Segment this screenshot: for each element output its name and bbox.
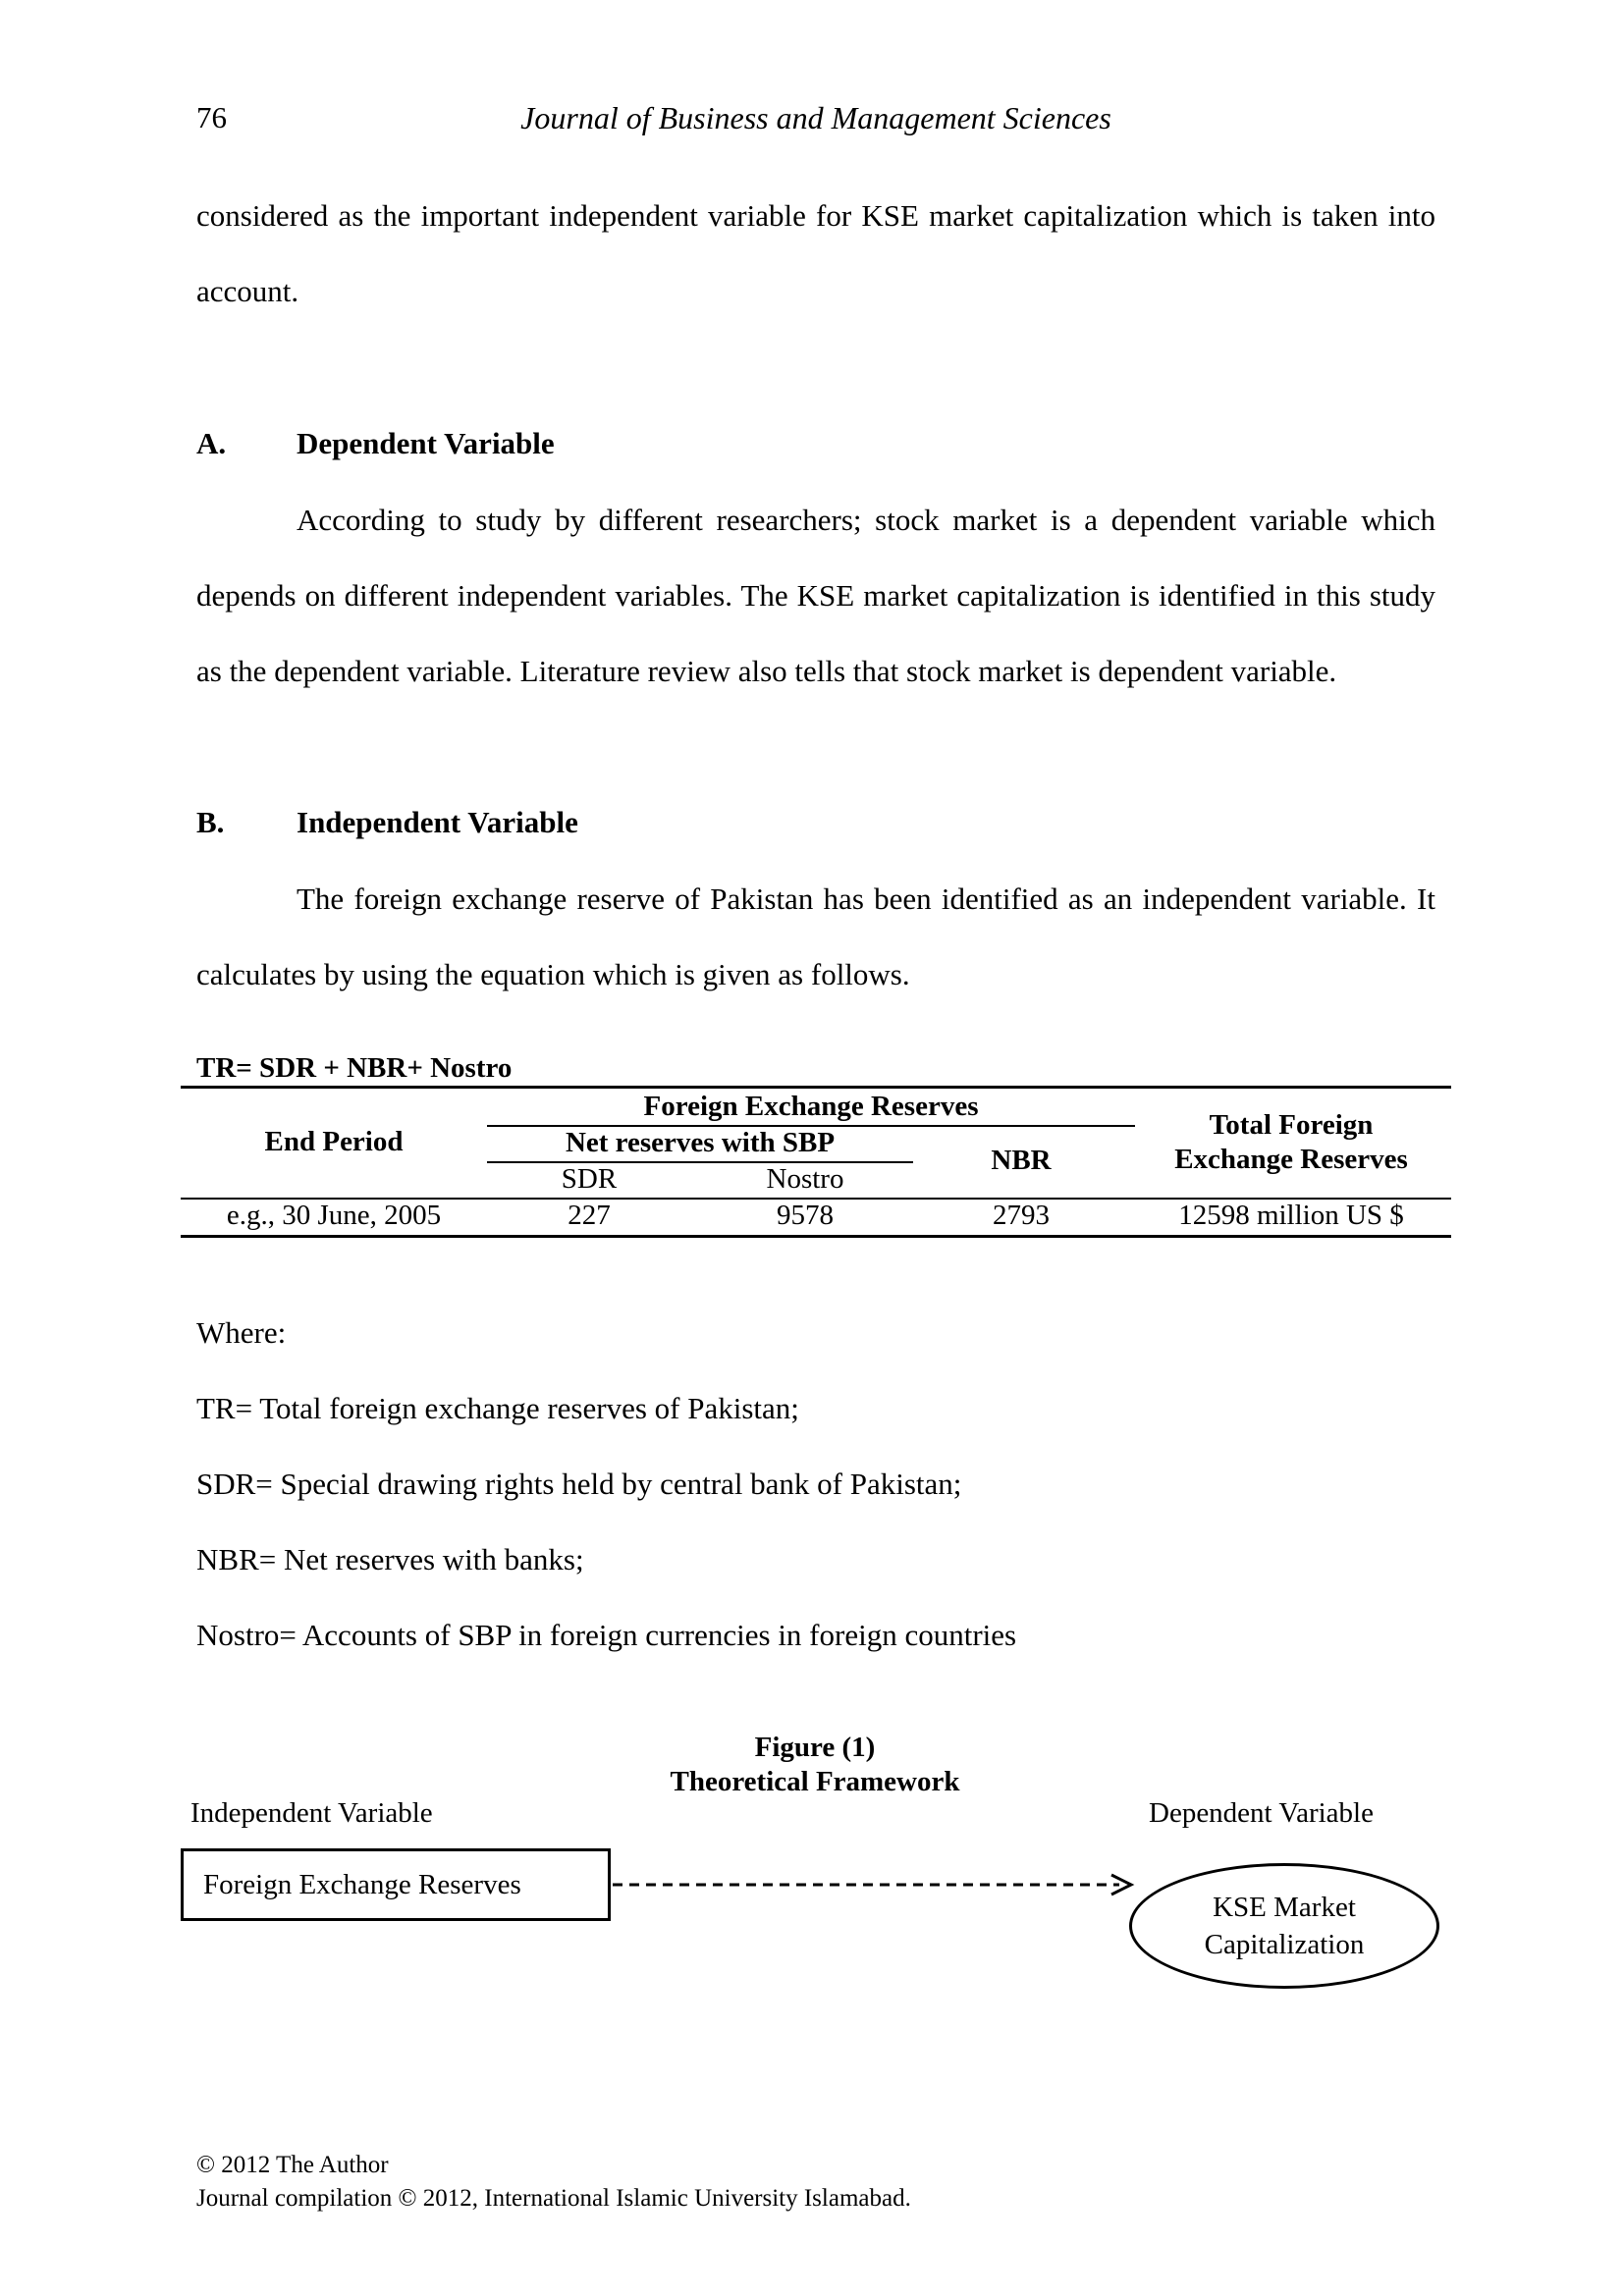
figure-number: Figure (1) — [754, 1732, 876, 1763]
table-cell-sdr: 227 — [568, 1200, 611, 1231]
table-top-rule — [181, 1086, 1451, 1089]
table-col-nostro: Nostro — [766, 1163, 844, 1195]
independent-variable-label: Independent Variable — [190, 1797, 433, 1829]
table-col-nbr: NBR — [991, 1145, 1052, 1176]
page-number: 76 — [196, 100, 227, 134]
section-b-title: Independent Variable — [297, 805, 578, 839]
where-label: Where: — [196, 1315, 287, 1350]
definition-sdr: SDR= Special drawing rights held by central bank of Pakistan; — [196, 1467, 962, 1501]
section-a-letter: A. — [196, 426, 227, 460]
section-a-text: According to study by different researchers; stock market is a dependent variable which depends on different independent variables. The KSE market capitalization is identified in this study as the dependent variable. Literature review also tells that stock market is dependent variable. — [196, 503, 1435, 688]
footer-compilation: Journal compilation © 2012, International Islamic University Islamabad. — [196, 2185, 911, 2212]
section-b-body — [196, 861, 1435, 1012]
table-col-end-period: End Period — [264, 1126, 404, 1157]
section-b-text: The foreign exchange reserve of Pakistan has been identified as an independent variable. It calculates by using the equation which is given as follows. — [196, 881, 1435, 991]
table-subgroup-header: Net reserves with SBP — [565, 1127, 836, 1158]
table-col-total-line2: Exchange Reserves — [1174, 1144, 1408, 1175]
dependent-variable-ellipse — [1129, 1863, 1439, 1989]
table-cell-nbr: 2793 — [993, 1200, 1050, 1231]
intro-paragraph — [196, 178, 1435, 329]
definition-nostro: Nostro= Accounts of SBP in foreign currencies in foreign countries — [196, 1618, 1017, 1652]
section-b-heading — [196, 805, 578, 840]
definition-nbr: NBR= Net reserves with banks; — [196, 1542, 584, 1576]
table-cell-nostro: 9578 — [777, 1200, 834, 1231]
definition-tr: TR= Total foreign exchange reserves of Pakistan; — [196, 1391, 799, 1425]
table-col-total-line1: Total Foreign — [1209, 1109, 1374, 1141]
independent-variable-box — [181, 1848, 611, 1921]
dependent-variable-label: Dependent Variable — [1149, 1797, 1374, 1829]
independent-box-text: Foreign Exchange Reserves — [203, 1868, 521, 1900]
section-a-heading — [196, 426, 555, 461]
table-cell-period: e.g., 30 June, 2005 — [226, 1200, 442, 1231]
journal-title: Journal of Business and Management Sciences — [520, 100, 1111, 135]
dependent-ellipse-line1: KSE Market — [1213, 1892, 1356, 1923]
intro-text: considered as the important independent variable for KSE market capitalization which is taken into account. — [196, 198, 1435, 308]
equation: TR= SDR + NBR+ Nostro — [196, 1052, 513, 1084]
figure-title: Theoretical Framework — [670, 1766, 960, 1797]
table-col-sdr: SDR — [561, 1163, 618, 1195]
dependent-ellipse-line2: Capitalization — [1204, 1929, 1365, 1960]
table-group-header: Foreign Exchange Reserves — [643, 1091, 979, 1122]
table-cell-total: 12598 million US $ — [1178, 1200, 1404, 1231]
section-a-body — [196, 482, 1435, 709]
section-b-letter: B. — [196, 805, 225, 839]
section-a-title: Dependent Variable — [297, 426, 555, 460]
footer-copyright: © 2012 The Author — [196, 2152, 389, 2178]
table-bottom-rule — [181, 1235, 1451, 1238]
dashed-arrow — [609, 1870, 1139, 1899]
